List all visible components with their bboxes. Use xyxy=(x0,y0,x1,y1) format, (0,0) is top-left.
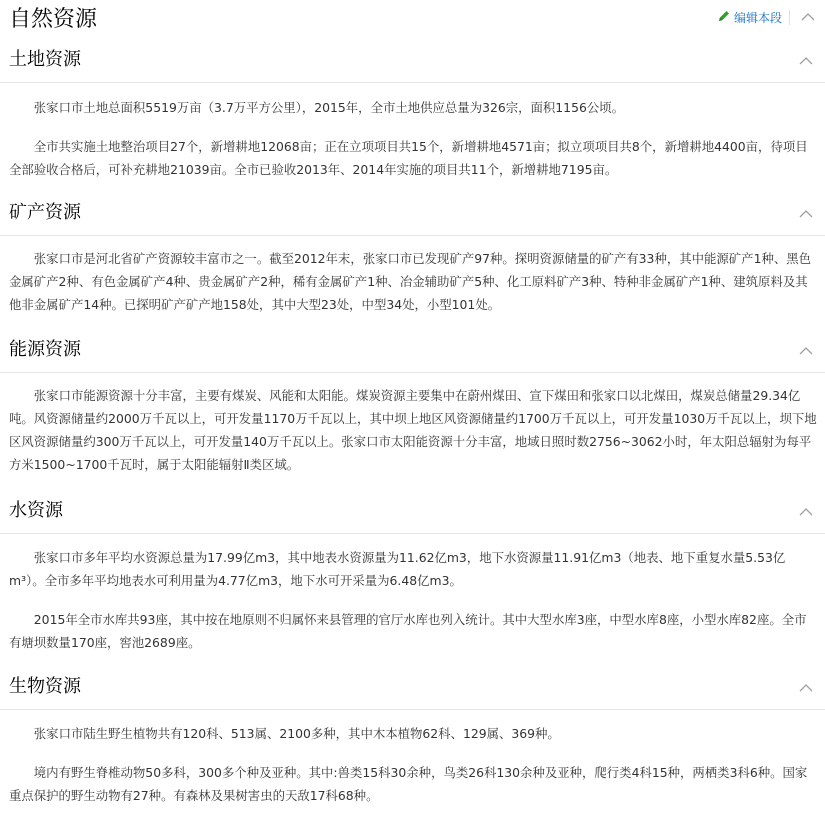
section-title: 土地资源 xyxy=(9,49,81,70)
edit-label: 编辑本段 xyxy=(734,11,783,25)
section-title: 矿产资源 xyxy=(9,202,81,223)
chevron-up-icon[interactable] xyxy=(798,346,814,356)
paragraph: 张家口市多年平均水资源总量为17.99亿m3，其中地表水资源量为11.62亿m3，地下水资源量11.91亿m3（地表、地下重复水量5.53亿m³）。全市多年平均地表水可利用量为4.77亿m3，地下水可开采量为6.48亿m3。 xyxy=(9,550,786,588)
paragraph: 2015年全市水库共93座，其中按在地原则不归属怀来县管理的官厅水库也列入统计。其中大型水库3座，中型水库8座，小型水库82座。全市有塘坝数量170座，窖池2689座。 xyxy=(9,612,807,650)
page-title: 自然资源 xyxy=(9,7,98,32)
chevron-up-icon[interactable] xyxy=(798,683,814,693)
chevron-up-icon[interactable] xyxy=(798,56,814,66)
section-header-biological xyxy=(0,671,825,710)
paragraph: 境内有野生脊椎动物50多科，300多个种及亚种。其中:兽类15科30余种，鸟类26科130余种及亚种，爬行类4科15种，两栖类3科6种。国家重点保护的野生动物有27种。有森林及果树害虫的天敌17科68种。 xyxy=(9,765,808,803)
edit-section-button[interactable] xyxy=(717,9,782,27)
paragraph: 张家口市土地总面积5519万亩（3.7万平方公里），2015年，全市土地供应总量为326宗，面积1156公顷。 xyxy=(33,100,625,115)
page-title-bar xyxy=(0,0,825,40)
section-title: 水资源 xyxy=(9,500,63,521)
chevron-up-icon[interactable] xyxy=(800,12,816,22)
section-title: 生物资源 xyxy=(9,676,81,697)
paragraph: 张家口市能源资源十分丰富，主要有煤炭、风能和太阳能。煤炭资源主要集中在蔚州煤田、宣下煤田和张家口以北煤田，煤炭总储量29.34亿吨。风资源储量约2000万千瓦以上，可开发量1170万千瓦以上，其中坝上地区风资源储量约1700万千瓦以上，可开发量1030万千瓦以上，坝下地区风资源储量约300万千瓦以上，可开发量140万千瓦以上。张家口市太阳能资源十分丰富，地域日照时数2756~3062小时，年太阳总辐射为每平方米1500~1700千瓦时，属于太阳能辐射Ⅱ类区域。 xyxy=(9,388,817,472)
paragraph: 全市共实施土地整治项目27个，新增耕地12068亩；正在立项项目共15个，新增耕地4571亩；拟立项项目共8个，新增耕地4400亩，待项目全部验收合格后，可补充耕地21039亩。全市已验收2013年、2014年实施的项目共11个，新增耕地7195亩。 xyxy=(9,139,808,177)
section-header-energy xyxy=(0,334,825,373)
section-title: 能源资源 xyxy=(9,339,81,360)
paragraph: 张家口市是河北省矿产资源较丰富市之一。截至2012年末，张家口市已发现矿产97种。探明资源储量的矿产有33种，其中能源矿产1种、黑色金属矿产2种、有色金属矿产4种、贵金属矿产2种，稀有金属矿产1种、冶金辅助矿产5种、化工原料矿产3种、特种非金属矿产1种、建筑原料及其他非金属矿产14种。已探明矿产矿产地158处，其中大型23处，中型34处，小型101处。 xyxy=(9,251,812,312)
paragraph: 张家口市陆生野生植物共有120科、513属、2100多种，其中木本植物62科、129属、369种。 xyxy=(33,726,560,741)
chevron-up-icon[interactable] xyxy=(798,209,814,219)
section-header-land xyxy=(0,44,825,83)
section-header-water xyxy=(0,495,825,534)
divider xyxy=(789,10,790,25)
section-header-minerals xyxy=(0,197,825,236)
chevron-up-icon[interactable] xyxy=(798,507,814,517)
pencil-icon xyxy=(717,9,734,28)
